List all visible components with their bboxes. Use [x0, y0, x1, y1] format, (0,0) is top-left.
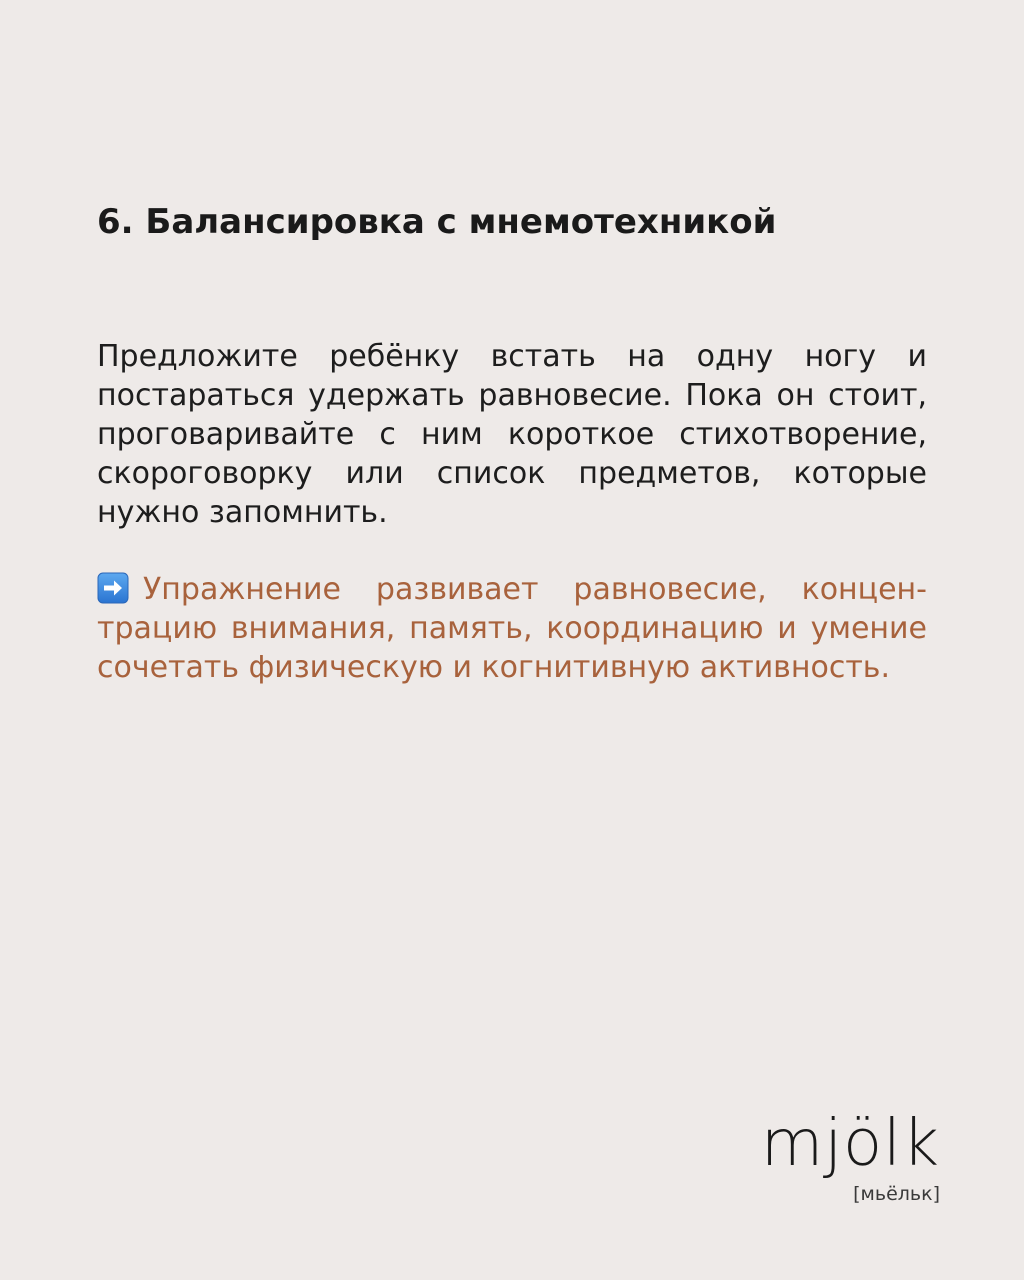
right-arrow-icon: [97, 572, 129, 604]
brand-logo: [750, 1104, 940, 1214]
slide-title: 6. Балансировка с мнемотехникой: [97, 202, 777, 242]
logo-pronunciation: [мьёльк]: [853, 1183, 940, 1205]
benefits-text: Упражнение развивает равновесие, концентрацию внимания, память, координацию и умение сочетать физическую и когнитивную активность.: [97, 572, 927, 685]
exercise-benefits: [97, 570, 927, 687]
exercise-description: Предложите ребёнку встать на одну ногу и постараться удержать равновесие. Пока он стоит, проговаривайте с ним короткое стихотворение, скороговорку или список предметов, которые нужно запомнить.: [97, 339, 927, 530]
logo-wordmark: mjölk: [760, 1107, 940, 1181]
